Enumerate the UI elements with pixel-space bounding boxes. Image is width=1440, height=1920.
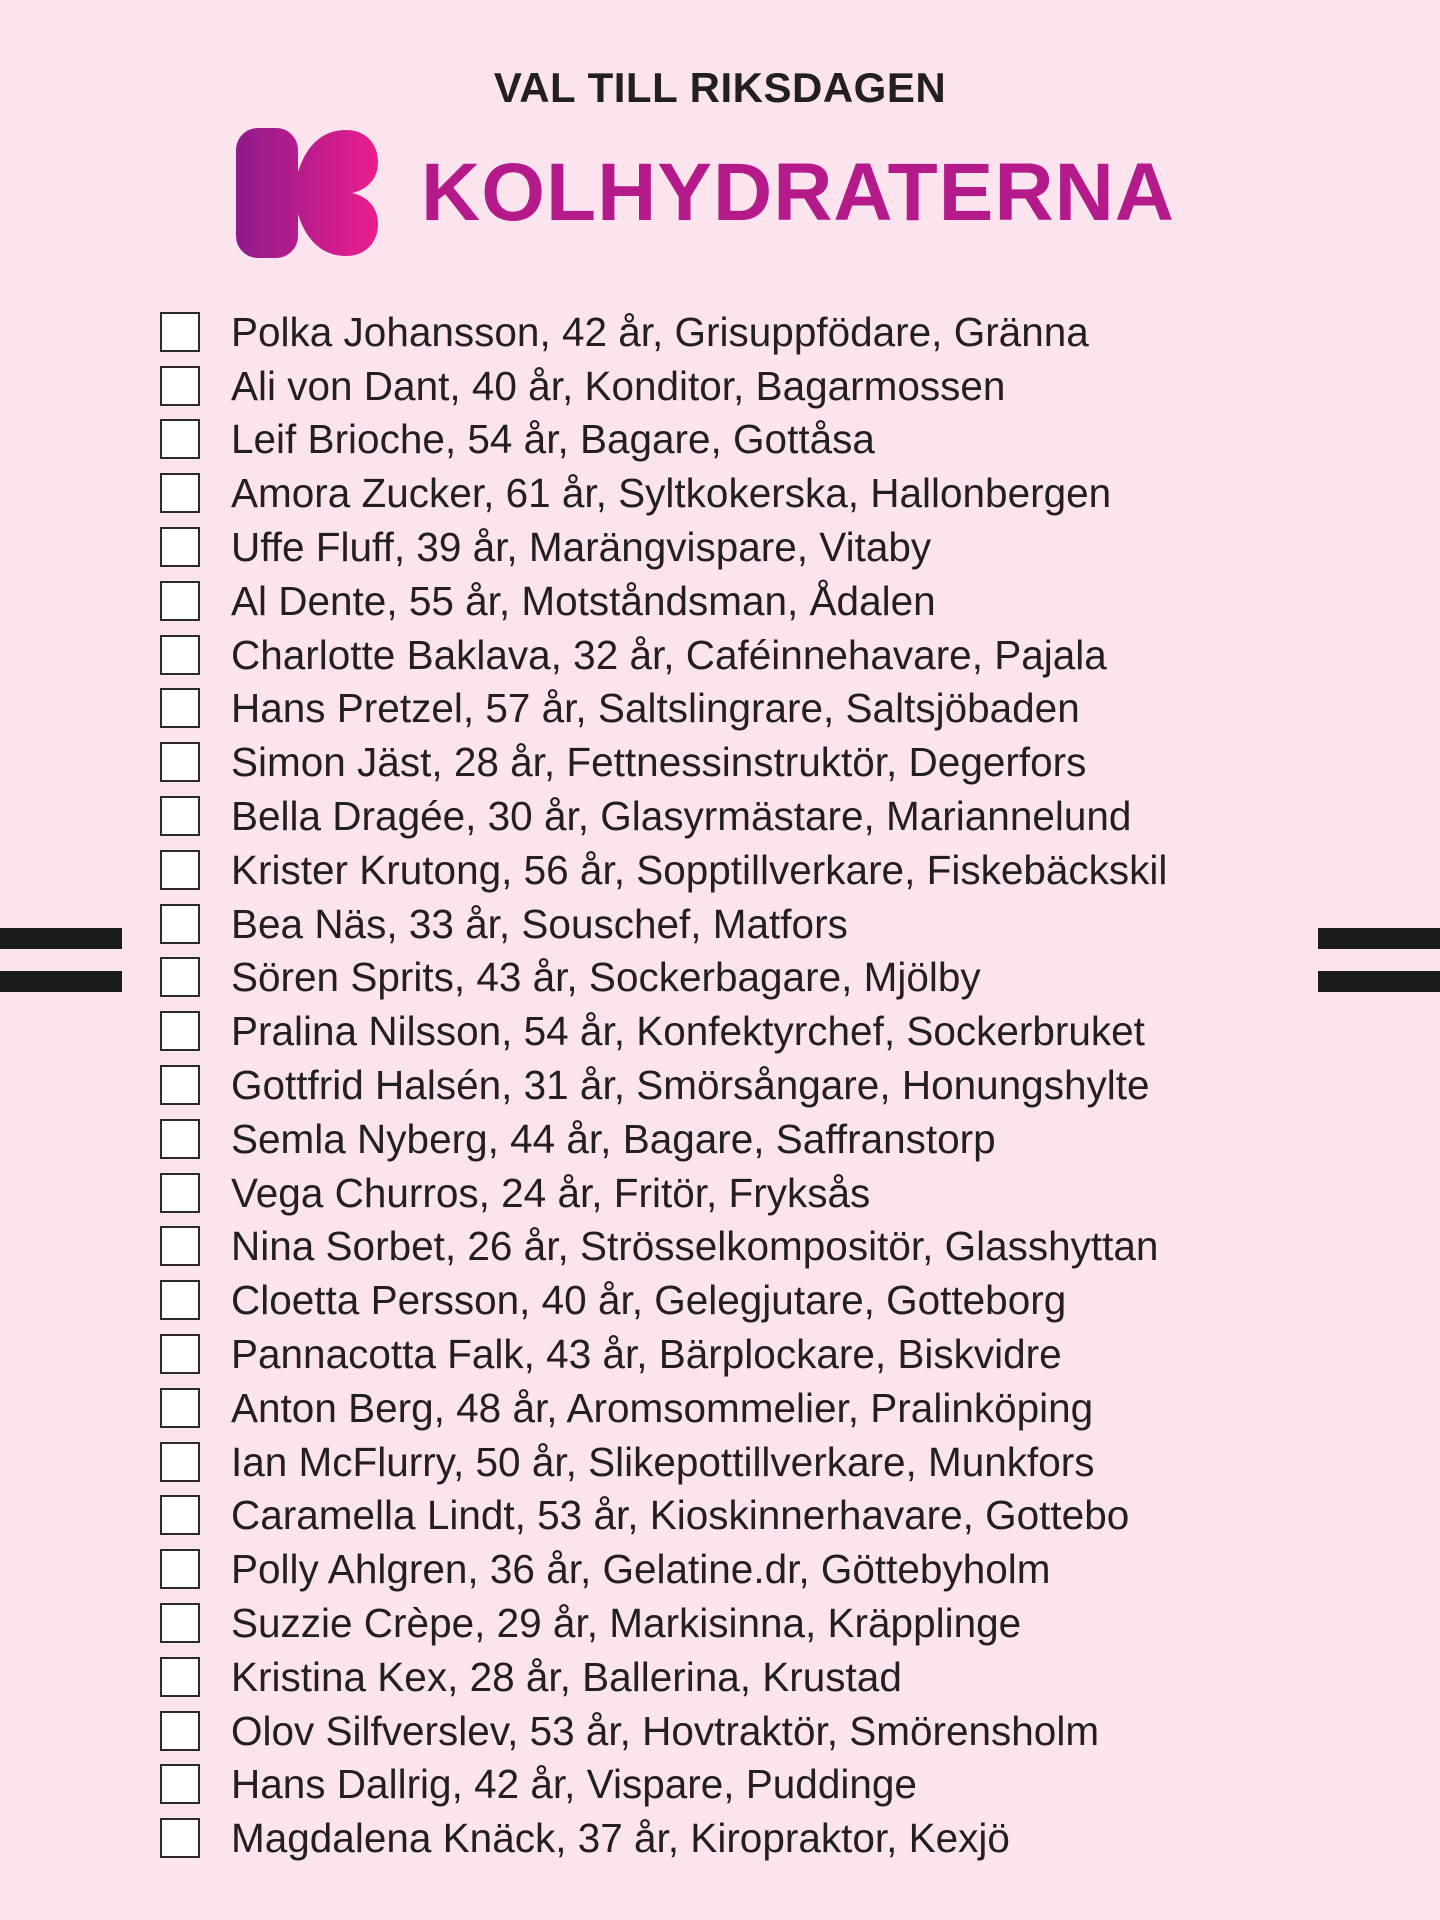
candidate-label: Polka Johansson, 42 år, Grisuppfödare, Gränna	[231, 308, 1089, 355]
candidate-label: Nina Sorbet, 26 år, Strösselkompositör, Glasshyttan	[231, 1223, 1159, 1270]
candidate-row[interactable]	[160, 1273, 1290, 1327]
candidate-label: Bella Dragée, 30 år, Glasyrmästare, Mariannelund	[231, 793, 1132, 840]
candidate-row[interactable]	[160, 1811, 1290, 1865]
candidate-label: Pannacotta Falk, 43 år, Bärplockare, Biskvidre	[231, 1331, 1062, 1378]
candidate-label: Gottfrid Halsén, 31 år, Smörsångare, Honungshylte	[231, 1062, 1150, 1109]
candidate-label: Al Dente, 55 år, Motståndsman, Ådalen	[231, 577, 936, 624]
candidate-checkbox[interactable]	[160, 527, 200, 567]
candidate-label: Simon Jäst, 28 år, Fettnessinstruktör, Degerfors	[231, 739, 1087, 786]
candidate-checkbox[interactable]	[160, 1549, 200, 1589]
candidate-label: Sören Sprits, 43 år, Sockerbagare, Mjölby	[231, 954, 981, 1001]
candidate-row[interactable]	[160, 1327, 1290, 1381]
candidate-row[interactable]	[160, 735, 1290, 789]
candidate-checkbox[interactable]	[160, 1442, 200, 1482]
candidate-checkbox[interactable]	[160, 635, 200, 675]
party-name: KOLHYDRATERNA	[421, 147, 1176, 238]
party-logo	[236, 128, 379, 258]
candidate-checkbox[interactable]	[160, 1657, 200, 1697]
candidate-checkbox[interactable]	[160, 312, 200, 352]
candidate-row[interactable]	[160, 466, 1290, 520]
candidate-row[interactable]	[160, 574, 1290, 628]
candidate-label: Bea Näs, 33 år, Souschef, Matfors	[231, 900, 848, 947]
marker-bar	[0, 928, 122, 949]
candidate-checkbox[interactable]	[160, 904, 200, 944]
candidate-label: Semla Nyberg, 44 år, Bagare, Saffranstorp	[231, 1115, 996, 1162]
candidate-label: Hans Pretzel, 57 år, Saltslingrare, Saltsjöbaden	[231, 685, 1080, 732]
candidate-row[interactable]	[160, 789, 1290, 843]
candidate-checkbox[interactable]	[160, 850, 200, 890]
candidate-label: Polly Ahlgren, 36 år, Gelatine.dr, Göttebyholm	[231, 1546, 1051, 1593]
candidate-row[interactable]	[160, 1004, 1290, 1058]
candidate-row[interactable]	[160, 1650, 1290, 1704]
candidate-row[interactable]	[160, 1542, 1290, 1596]
candidate-checkbox[interactable]	[160, 1818, 200, 1858]
candidate-checkbox[interactable]	[160, 1764, 200, 1804]
candidate-label: Olov Silfverslev, 53 år, Hovtraktör, Smörensholm	[231, 1707, 1100, 1754]
left-edge-marker	[0, 928, 122, 992]
candidate-checkbox[interactable]	[160, 1388, 200, 1428]
candidate-label: Cloetta Persson, 40 år, Gelegjutare, Gotteborg	[231, 1277, 1067, 1324]
candidate-checkbox[interactable]	[160, 796, 200, 836]
candidate-label: Anton Berg, 48 år, Aromsommelier, Pralinköping	[231, 1384, 1094, 1431]
candidate-list	[160, 305, 1290, 1865]
candidate-checkbox[interactable]	[160, 473, 200, 513]
candidate-label: Suzzie Crèpe, 29 år, Markisinna, Kräpplinge	[231, 1600, 1022, 1647]
candidate-checkbox[interactable]	[160, 1280, 200, 1320]
candidate-label: Kristina Kex, 28 år, Ballerina, Krustad	[231, 1653, 902, 1700]
candidate-checkbox[interactable]	[160, 688, 200, 728]
candidate-checkbox[interactable]	[160, 742, 200, 782]
candidate-label: Charlotte Baklava, 32 år, Caféinnehavare, Pajala	[231, 631, 1107, 678]
candidate-row[interactable]	[160, 1112, 1290, 1166]
right-edge-marker	[1318, 928, 1440, 992]
candidate-checkbox[interactable]	[160, 1603, 200, 1643]
marker-bar	[1318, 971, 1440, 992]
candidate-row[interactable]	[160, 1704, 1290, 1758]
candidate-row[interactable]	[160, 1058, 1290, 1112]
candidate-checkbox[interactable]	[160, 1711, 200, 1751]
candidate-checkbox[interactable]	[160, 1011, 200, 1051]
candidate-label: Ian McFlurry, 50 år, Slikepottillverkare, Munkfors	[231, 1438, 1095, 1485]
candidate-checkbox[interactable]	[160, 1065, 200, 1105]
candidate-checkbox[interactable]	[160, 1119, 200, 1159]
candidate-row[interactable]	[160, 682, 1290, 736]
candidate-row[interactable]	[160, 520, 1290, 574]
candidate-row[interactable]	[160, 628, 1290, 682]
candidate-row[interactable]	[160, 951, 1290, 1005]
candidate-row[interactable]	[160, 1489, 1290, 1543]
candidate-label: Ali von Dant, 40 år, Konditor, Bagarmossen	[231, 362, 1006, 409]
candidate-label: Magdalena Knäck, 37 år, Kiropraktor, Kexjö	[231, 1815, 1010, 1862]
candidate-label: Pralina Nilsson, 54 år, Konfektyrchef, Sockerbruket	[231, 1008, 1145, 1055]
candidate-label: Amora Zucker, 61 år, Syltkokerska, Hallonbergen	[231, 470, 1112, 517]
candidate-checkbox[interactable]	[160, 1495, 200, 1535]
candidate-label: Leif Brioche, 54 år, Bagare, Gottåsa	[231, 416, 875, 463]
candidate-row[interactable]	[160, 1381, 1290, 1435]
candidate-row[interactable]	[160, 413, 1290, 467]
candidate-checkbox[interactable]	[160, 419, 200, 459]
candidate-checkbox[interactable]	[160, 957, 200, 997]
candidate-row[interactable]	[160, 897, 1290, 951]
candidate-label: Hans Dallrig, 42 år, Vispare, Puddinge	[231, 1761, 917, 1808]
marker-bar	[1318, 928, 1440, 949]
candidate-row[interactable]	[160, 305, 1290, 359]
party-header	[236, 128, 1175, 258]
candidate-label: Krister Krutong, 56 år, Sopptillverkare, Fiskebäckskil	[231, 846, 1168, 893]
candidate-row[interactable]	[160, 1758, 1290, 1812]
candidate-label: Vega Churros, 24 år, Fritör, Fryksås	[231, 1169, 871, 1216]
candidate-checkbox[interactable]	[160, 366, 200, 406]
candidate-checkbox[interactable]	[160, 1173, 200, 1213]
marker-bar	[0, 971, 122, 992]
candidate-row[interactable]	[160, 359, 1290, 413]
candidate-row[interactable]	[160, 1435, 1290, 1489]
candidate-checkbox[interactable]	[160, 1334, 200, 1374]
election-title: VAL TILL RIKSDAGEN	[493, 64, 947, 111]
candidate-row[interactable]	[160, 1220, 1290, 1274]
candidate-row[interactable]	[160, 1596, 1290, 1650]
candidate-label: Uffe Fluff, 39 år, Marängvispare, Vitaby	[231, 524, 932, 571]
candidate-checkbox[interactable]	[160, 1226, 200, 1266]
candidate-row[interactable]	[160, 1166, 1290, 1220]
candidate-row[interactable]	[160, 843, 1290, 897]
candidate-label: Caramella Lindt, 53 år, Kioskinnerhavare, Gottebo	[231, 1492, 1130, 1539]
candidate-checkbox[interactable]	[160, 581, 200, 621]
